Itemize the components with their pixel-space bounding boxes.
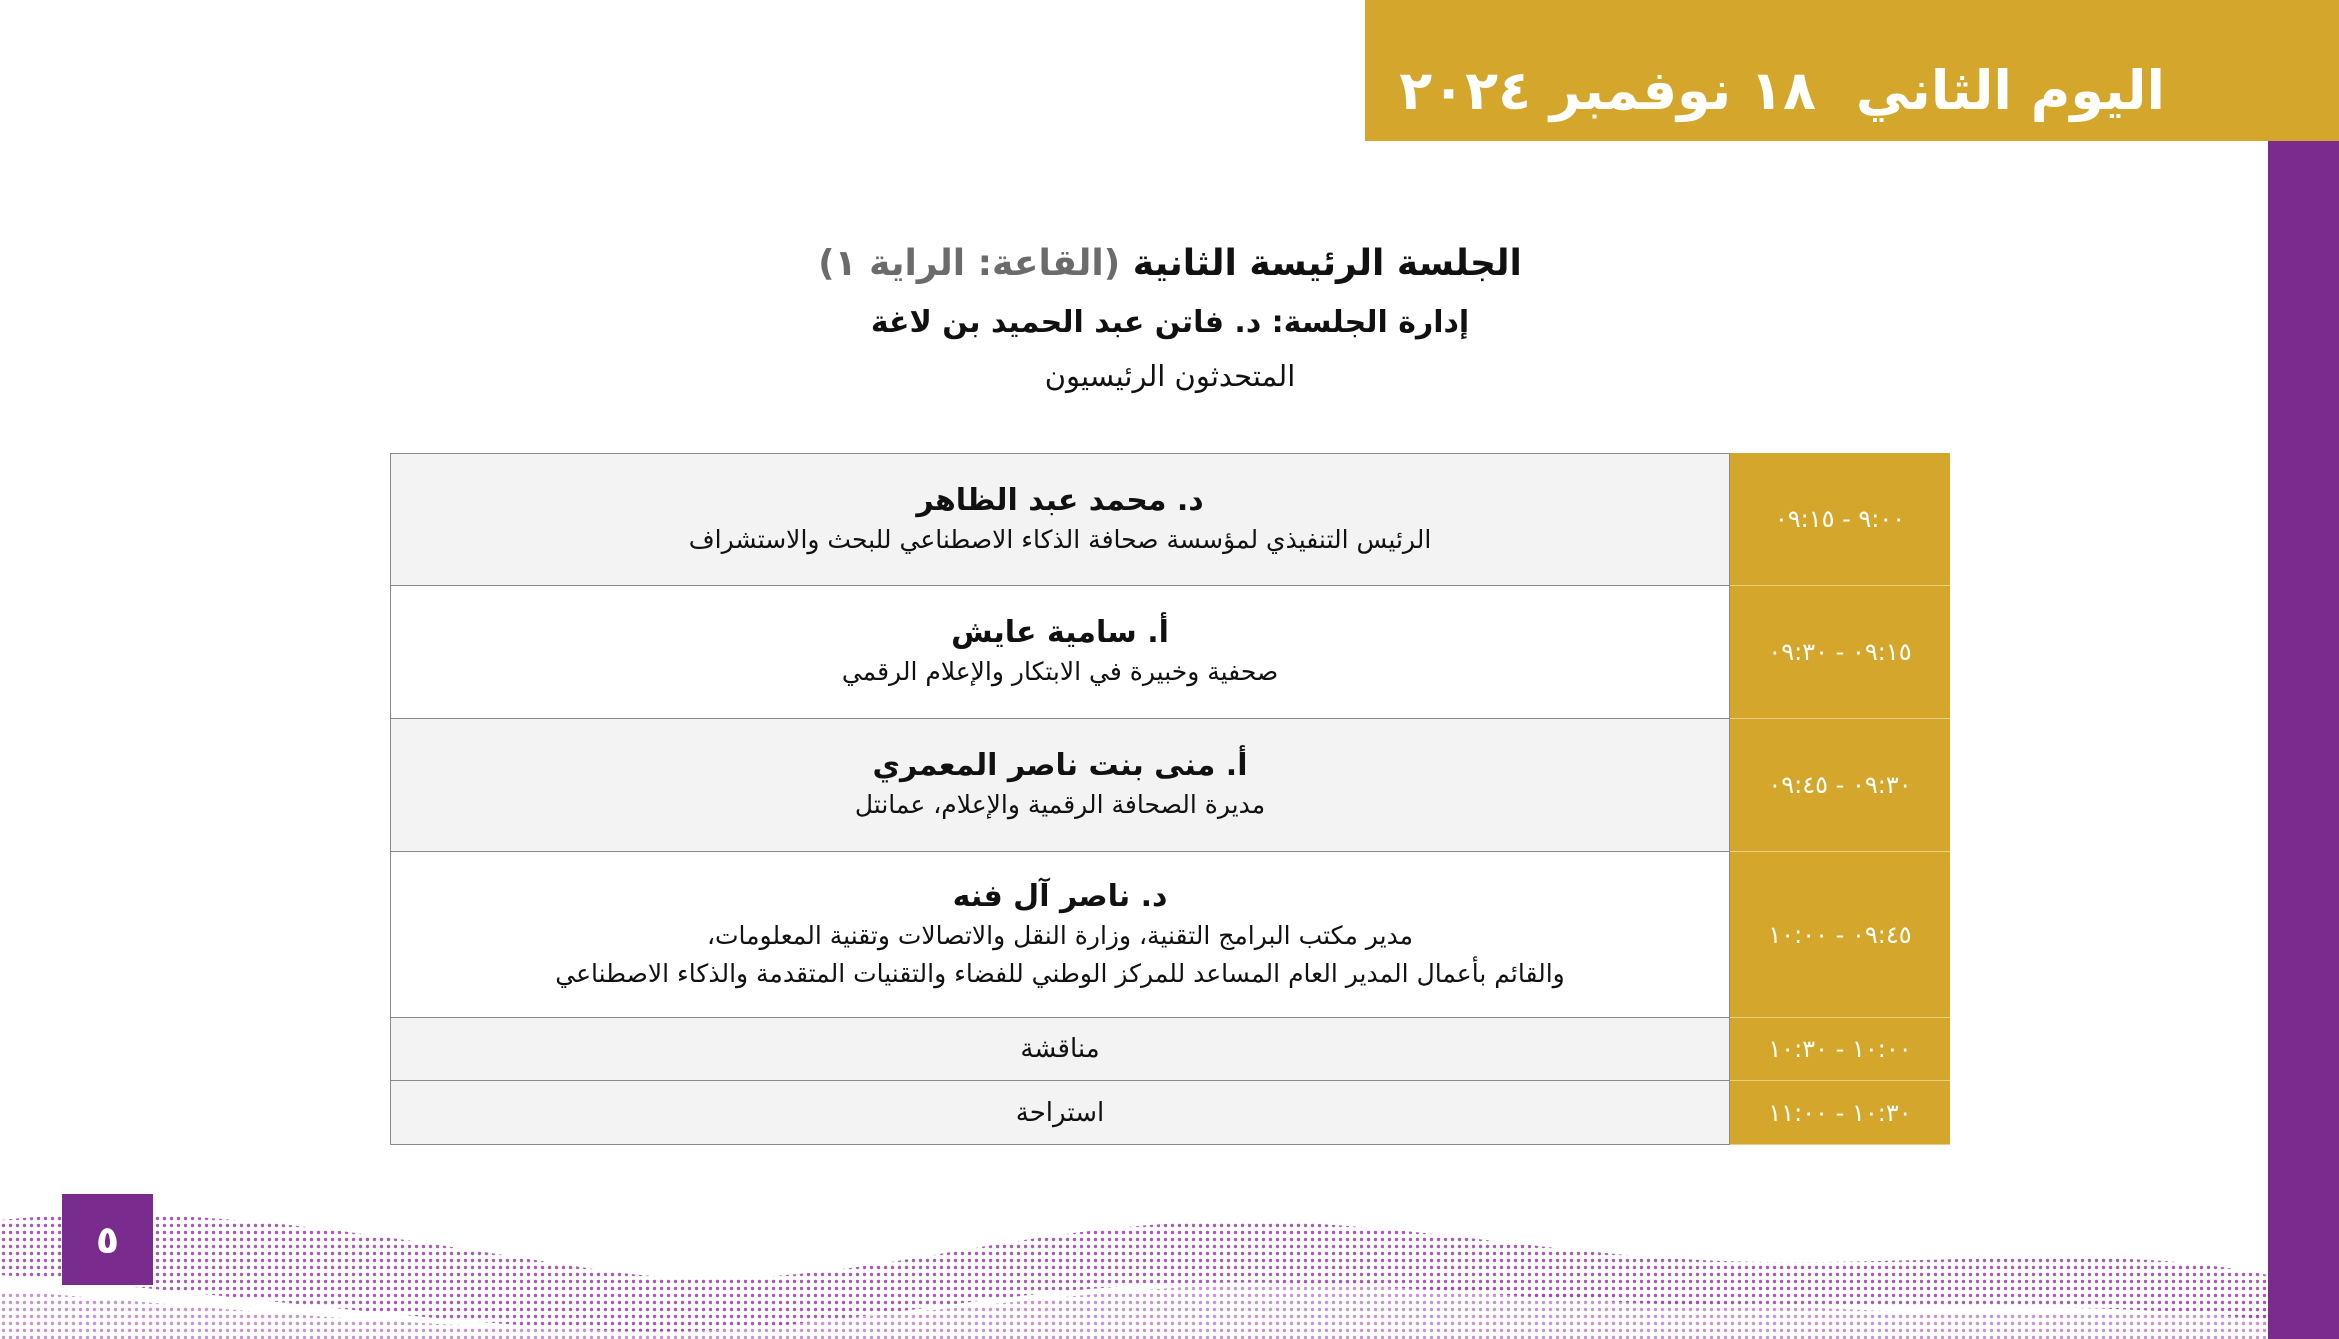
speaker-cell <box>390 453 1730 586</box>
time-cell: ١٠:٠٠ - ١٠:٣٠ <box>1730 1018 1950 1081</box>
header-title <box>1365 0 2165 141</box>
session-title-text: الجلسة الرئيسة الثانية <box>1132 243 1522 284</box>
schedule-table <box>390 453 1950 1145</box>
decorative-dot-wave <box>0 1180 2268 1339</box>
speaker-name: د. محمد عبد الظاهر <box>916 482 1204 518</box>
session-subtitle: المتحدثون الرئيسيون <box>1044 359 1296 393</box>
time-cell: ١٠:٣٠ - ١١:٠٠ <box>1730 1081 1950 1145</box>
speaker-name: أ. منى بنت ناصر المعمري <box>872 748 1248 783</box>
table-row <box>390 586 1950 719</box>
header-day: اليوم الثاني <box>1855 59 2165 122</box>
time-cell: ٠٩:٣٠ - ٠٩:٤٥ <box>1730 719 1950 852</box>
session-title <box>390 243 1950 284</box>
activity-cell <box>390 1081 1730 1145</box>
speaker-role: الرئيس التنفيذي لمؤسسة صحافة الذكاء الاصطناعي للبحث والاستشراف <box>688 524 1432 554</box>
session-hall: (القاعة: الراية ١) <box>818 243 1121 284</box>
time-cell: ٩:٠٠ - ٠٩:١٥ <box>1730 453 1950 586</box>
table-row <box>390 852 1950 1018</box>
session-moderator: إدارة الجلسة: د. فاتن عبد الحميد بن لاغة <box>870 305 1470 340</box>
speaker-role: مديرة الصحافة الرقمية والإعلام، عمانتل <box>854 790 1266 819</box>
speaker-role: مدير مكتب البرامج التقنية، وزارة النقل والاتصالات وتقنية المعلومات، <box>706 920 1414 950</box>
time-cell: ٠٩:٤٥ - ١٠:٠٠ <box>1730 852 1950 1018</box>
table-row <box>390 453 1950 586</box>
speaker-role: صحفية وخبيرة في الابتكار والإعلام الرقمي <box>841 657 1279 686</box>
page-number: ٥ <box>62 1194 153 1285</box>
side-accent-bar <box>2268 141 2339 1339</box>
activity-label: استراحة <box>1015 1097 1105 1128</box>
speaker-cell <box>390 719 1730 852</box>
table-row <box>390 719 1950 852</box>
activity-label: مناقشة <box>1020 1034 1100 1064</box>
speaker-name: د. ناصر آل فنه <box>952 878 1168 914</box>
speaker-cell <box>390 586 1730 719</box>
table-row <box>390 1018 1950 1081</box>
time-cell: ٠٩:١٥ - ٠٩:٣٠ <box>1730 586 1950 719</box>
speaker-cell <box>390 852 1730 1018</box>
speaker-role: والقائم بأعمال المدير العام المساعد للمركز الوطني للفضاء والتقنيات المتقدمة والذكاء الاصطناعي <box>555 958 1565 988</box>
table-row <box>390 1081 1950 1145</box>
activity-cell <box>390 1018 1730 1081</box>
header-date: ١٨ نوفمبر ٢٠٢٤ <box>1399 59 1816 122</box>
speaker-name: أ. سامية عايش <box>951 615 1169 650</box>
